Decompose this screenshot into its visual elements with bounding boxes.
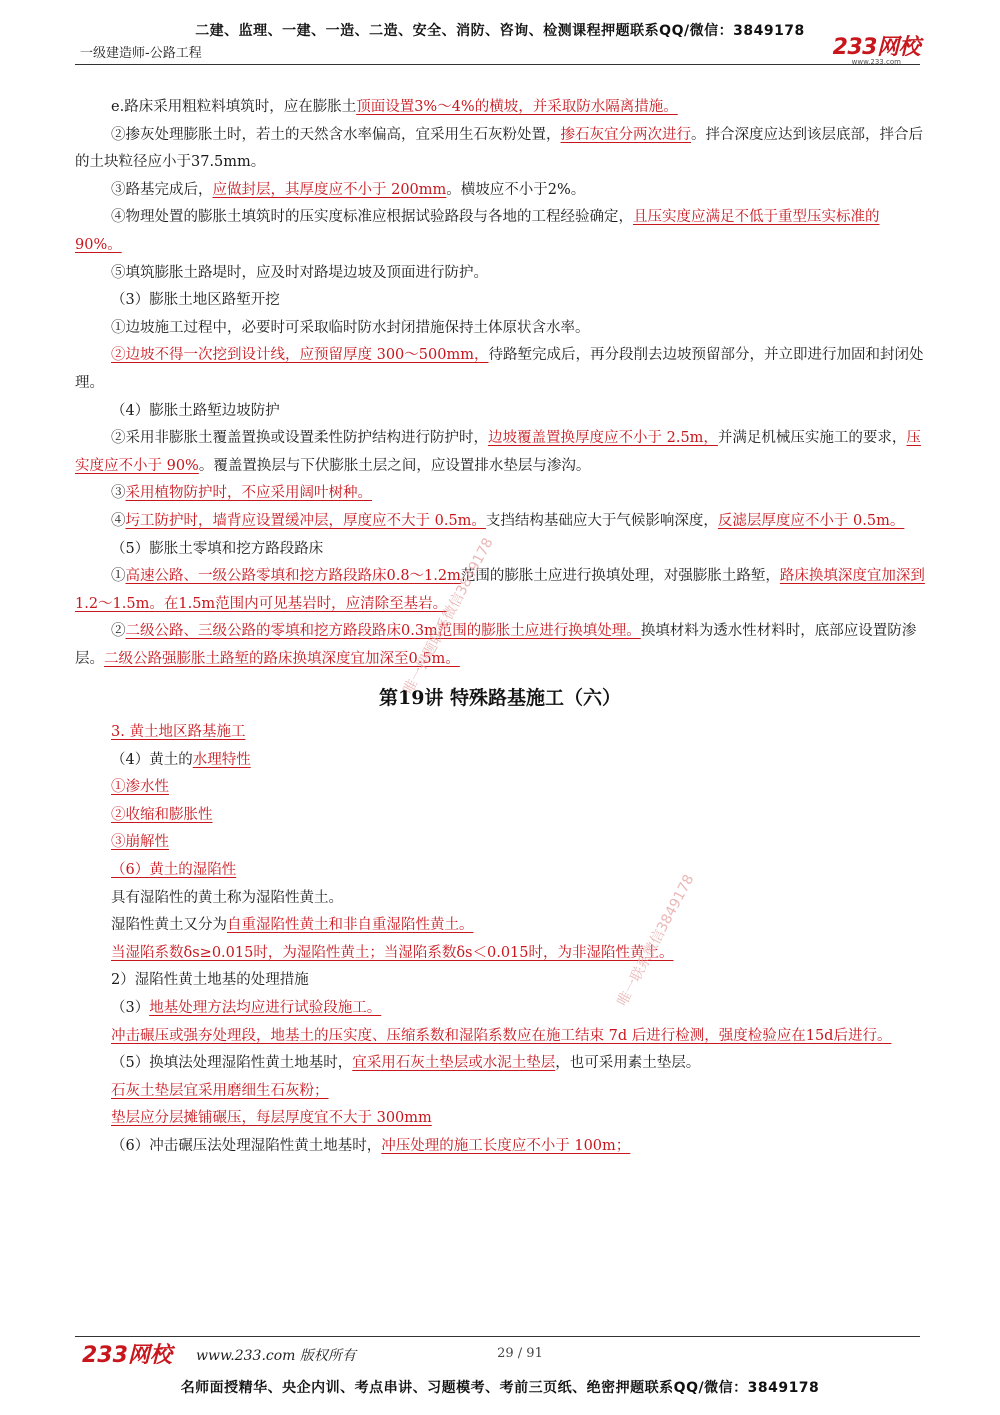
- page-number: 29 / 91: [497, 1346, 543, 1361]
- paragraph-s11: （3）地基处理方法均应进行试验段施工。: [111, 1000, 382, 1016]
- treatment-heading: 2）湿陷性黄土地基的处理措施: [111, 972, 309, 989]
- paragraph-2: ②掺灰处理膨胀土时，若土的天然含水率偏高，宜采用生石灰粉处置，掺石灰宜分两次进行。拌合深度应达到该层底部，拌合后的土块粒径应小于37.5mm。: [75, 126, 923, 171]
- section-heading-3: （3）膨胀土地区路堑开挖: [111, 292, 280, 309]
- paragraph-s7: 具有湿陷性的黄土称为湿陷性黄土。: [111, 889, 343, 906]
- paragraph-s12: 冲击碾压或强夯处理段，地基土的压实度、压缩系数和湿陷系数应在施工结束 7d 后进行检测，强度检验应在15d后进行。: [111, 1027, 892, 1044]
- paragraph-15: ②二级公路、三级公路的零填和挖方路段路床0.3m范围的膨胀土应进行换填处理。换填材料为透水性材料时，底部应设置防渗层。二级公路强膨胀土路堑的路床换填深度宜加深至0.5m。: [75, 623, 917, 667]
- loess-collapsibility-heading: （6）黄土的湿陷性: [111, 862, 237, 879]
- loess-property-3: ③崩解性: [111, 834, 169, 851]
- paragraph-s14: 石灰土垫层宜采用磨细生石灰粉；: [111, 1082, 329, 1099]
- paragraph-8: ②边坡不得一次挖到设计线，应预留厚度 300～500mm，待路堑完成后，再分段削去边坡预留部分，并立即进行加固和封闭处理。: [75, 347, 924, 391]
- logo-url: www.233.com: [851, 58, 901, 66]
- bottom-contact-banner: 名师面授精华、央企内训、考点串讲、习题模考、考前三页纸、绝密押题联系QQ/微信：3849178: [180, 1380, 820, 1396]
- paragraph-4: ④物理处置的膨胀土填筑时的压实度标准应根据试验路段与各地的工程经验确定，且压实度应满足不低于重型压实标准的90%。: [75, 209, 880, 253]
- logo-text: 233网校: [832, 35, 920, 60]
- loess-property-2: ②收缩和膨胀性: [111, 806, 213, 823]
- paragraph-14: ①高速公路、一级公路零填和挖方路段路床0.8～1.2m范围的膨胀土应进行换填处理，对强膨胀土路堑，路床换填深度宜加深到1.2～1.5m。在1.5m范围内可见基岩时，应清除至基岩。: [75, 568, 925, 612]
- footer-logo[interactable]: 233网校: [82, 1343, 172, 1368]
- document-body: [75, 94, 925, 1161]
- paragraph-s16: （6）冲击碾压法处理湿陷性黄土地基时，冲压处理的施工长度应不小于 100m；: [111, 1137, 631, 1154]
- paragraph-1: e.路床采用粗粒料填筑时，应在膨胀土顶面设置3%～4%的横坡，并采取防水隔离措施。: [111, 99, 678, 115]
- section-heading-4: （4）膨胀土路堑边坡防护: [111, 402, 280, 419]
- paragraph-10: ②采用非膨胀土覆盖置换或设置柔性防护结构进行防护时，边坡覆盖置换厚度应不小于 2.5m，并满足机械压实施工的要求，压实度应不小于 90%。覆盖置换层与下伏膨胀土层之间，应设置排水垫层与渗沟。: [75, 430, 921, 474]
- document-subject: 一级建造师-公路工程: [80, 46, 202, 61]
- paragraph-5: ⑤填筑膨胀土路堤时，应及时对路堤边坡及顶面进行防护。: [111, 264, 488, 281]
- paragraph-s13: （5）换填法处理湿陷性黄土地基时，宜采用石灰土垫层或水泥土垫层，也可采用素土垫层。: [111, 1055, 701, 1072]
- paragraph-s9: 当湿陷系数δs≥0.015时，为湿陷性黄土；当湿陷系数δs＜0.015时，为非湿陷性黄土。: [111, 944, 674, 961]
- footer-copyright: www.233.com 版权所有: [196, 1348, 356, 1364]
- section-heading-5: （5）膨胀土零填和挖方路段路床: [111, 540, 324, 557]
- loess-water-properties: （4）黄土的水理特性: [111, 751, 251, 768]
- watermark-2: 唯一联系微信3849178: [614, 872, 698, 1009]
- paragraph-s8: 湿陷性黄土又分为自重湿陷性黄土和非自重湿陷性黄土。: [111, 917, 474, 934]
- loess-property-1: ①渗水性: [111, 779, 169, 796]
- site-logo[interactable]: [833, 30, 920, 66]
- paragraph-11: ③采用植物防护时，不应采用阔叶树种。: [111, 485, 372, 502]
- loess-heading: 3. 黄土地区路基施工: [111, 724, 246, 741]
- paragraph-s15: 垫层应分层摊铺碾压，每层厚度宜不大于 300mm: [111, 1110, 432, 1127]
- footer-divider: [75, 1336, 920, 1337]
- watermark-1: 唯一押题联系微信3849178: [400, 535, 497, 697]
- header-divider: [75, 64, 920, 65]
- paragraph-12: ④圬工防护时，墙背应设置缓冲层，厚度应不大于 0.5m。支挡结构基础应大于气候影响深度，反滤层厚度应不小于 0.5m。: [111, 512, 905, 529]
- lecture-title: 第19讲 特殊路基施工（六）: [378, 687, 622, 710]
- paragraph-7: ①边坡施工过程中，必要时可采取临时防水封闭措施保持土体原状含水率。: [111, 319, 590, 336]
- paragraph-3: ③路基完成后，应做封层，其厚度应不小于 200mm。横坡应不小于2%。: [111, 181, 586, 198]
- top-contact-banner: 二建、监理、一建、一造、二造、安全、消防、咨询、检测课程押题联系QQ/微信：3849178: [195, 23, 805, 39]
